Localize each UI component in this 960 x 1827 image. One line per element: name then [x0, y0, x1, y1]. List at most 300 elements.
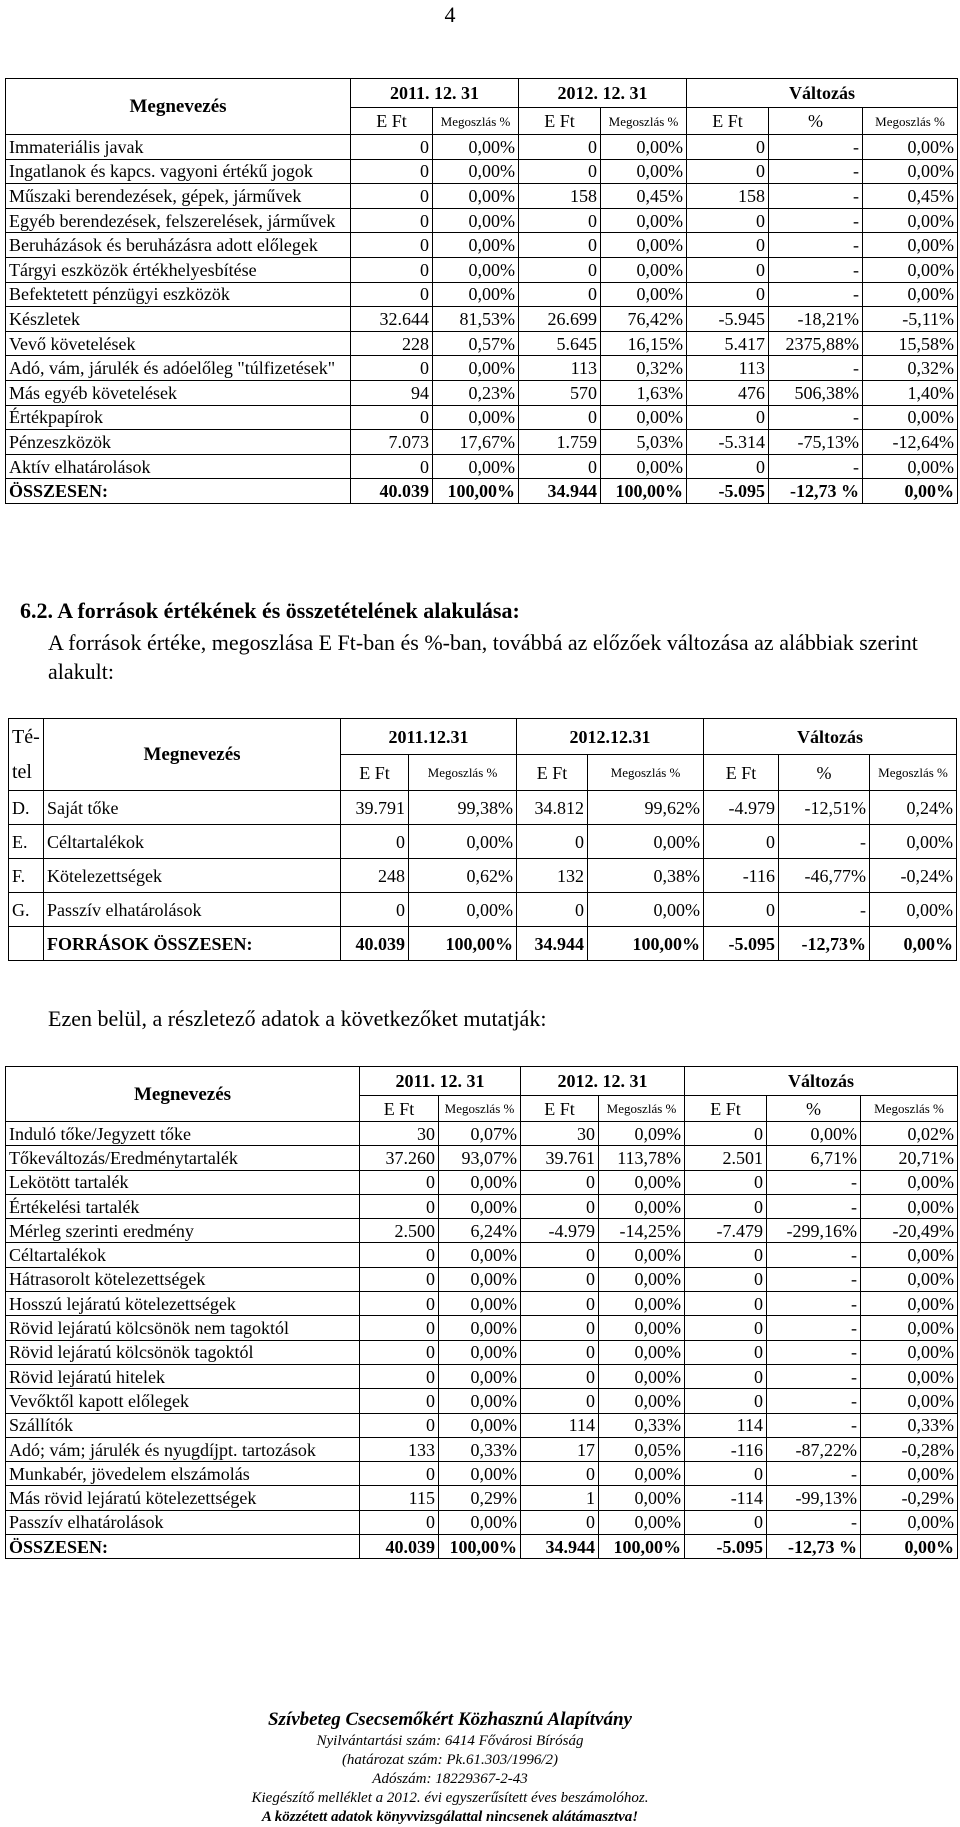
- table-cell: 0: [517, 825, 588, 859]
- page-number: 4: [444, 2, 456, 27]
- total-cell: 40.039: [341, 927, 409, 961]
- table-cell: 0: [360, 1510, 439, 1534]
- footer-decision: (határozat szám: Pk.61.303/1996/2): [341, 1752, 559, 1768]
- table-row: [6, 1389, 958, 1413]
- table-cell: 0,00%: [433, 257, 519, 282]
- table-row: [6, 1122, 958, 1146]
- header-share: Megoszlás %: [863, 108, 958, 135]
- footer-supplement: Kiegészítő melléklet a 2012. évi egyszerűsített éves beszámolóhoz.: [251, 1790, 649, 1806]
- table-cell: -20,49%: [861, 1219, 958, 1243]
- table-cell: 0,00%: [439, 1267, 521, 1291]
- table-cell: 6,24%: [439, 1219, 521, 1243]
- table-cell: -: [767, 1340, 861, 1364]
- header-share: Megoszlás %: [599, 1096, 685, 1122]
- table-row: [6, 1243, 958, 1267]
- table-cell: 0: [521, 1267, 599, 1291]
- header-2011: 2011. 12. 31: [360, 1067, 521, 1096]
- table-cell: 570: [519, 380, 601, 405]
- total-cell: 40.039: [360, 1535, 439, 1559]
- table-cell: 0: [687, 135, 769, 160]
- table-cell: 0,00%: [870, 893, 957, 927]
- table-cell: 0: [351, 184, 433, 209]
- table-cell: 0,00%: [863, 135, 958, 160]
- header-eft: E Ft: [341, 755, 409, 791]
- total-row: [6, 479, 958, 504]
- table-cell: 0: [521, 1340, 599, 1364]
- table-cell: Rövid lejáratú kölcsönök nem tagoktól: [6, 1316, 360, 1340]
- table-cell: 93,07%: [439, 1146, 521, 1170]
- table-cell: 0: [519, 405, 601, 430]
- table-row: [6, 1340, 958, 1364]
- table-cell: 1,63%: [601, 380, 687, 405]
- table-cell: Vevő követelések: [6, 331, 351, 356]
- table-cell: 0,00%: [433, 159, 519, 184]
- table-cell: 114: [521, 1413, 599, 1437]
- table-cell: -5.945: [687, 307, 769, 332]
- table-cell: 0: [519, 135, 601, 160]
- table-cell: Aktív elhatárolások: [6, 454, 351, 479]
- total-cell: 34.944: [517, 927, 588, 961]
- table-cell: Pénzeszközök: [6, 430, 351, 455]
- table-cell: 2375,88%: [769, 331, 863, 356]
- table-cell: 0,00%: [599, 1292, 685, 1316]
- table-row: [6, 184, 958, 209]
- table-cell: 0,00%: [861, 1292, 958, 1316]
- table-row: [6, 1267, 958, 1291]
- header-eft: E Ft: [519, 108, 601, 135]
- table-cell: 0: [360, 1462, 439, 1486]
- header-share: Megoszlás %: [588, 755, 704, 791]
- table-cell: 0: [519, 233, 601, 258]
- table-cell: 0: [687, 208, 769, 233]
- table-cell: 26.699: [519, 307, 601, 332]
- table-cell: 0,00%: [433, 208, 519, 233]
- header-change: Változás: [685, 1067, 958, 1096]
- table-cell: 0: [521, 1243, 599, 1267]
- table-cell: 0: [704, 893, 779, 927]
- table-cell: 0,00%: [861, 1267, 958, 1291]
- table-cell: 0: [519, 454, 601, 479]
- table-cell: 0,33%: [861, 1413, 958, 1437]
- table-cell: 0,00%: [601, 257, 687, 282]
- total-cell: 100,00%: [588, 927, 704, 961]
- table-cell: Készletek: [6, 307, 351, 332]
- table-cell: 0: [521, 1194, 599, 1218]
- table-cell: 133: [360, 1437, 439, 1461]
- table-cell: Tőkeváltozás/Eredménytartalék: [6, 1146, 360, 1170]
- table-cell: 0,00%: [439, 1243, 521, 1267]
- table-cell: 113,78%: [599, 1146, 685, 1170]
- total-cell: -12,73 %: [769, 479, 863, 504]
- table-cell: 0,00%: [861, 1510, 958, 1534]
- table-cell: 0: [341, 825, 409, 859]
- table-cell: 0,00%: [439, 1413, 521, 1437]
- table-cell: 0: [519, 208, 601, 233]
- table-cell: 158: [687, 184, 769, 209]
- table-cell: 0,00%: [599, 1389, 685, 1413]
- table-cell: 1.759: [519, 430, 601, 455]
- table-cell: 0: [687, 282, 769, 307]
- header-change: Változás: [687, 79, 958, 108]
- table-cell: Rövid lejáratú hitelek: [6, 1364, 360, 1388]
- header-eft: E Ft: [517, 755, 588, 791]
- table-cell: Más egyéb követelések: [6, 380, 351, 405]
- table-cell: 34.812: [517, 791, 588, 825]
- table-row: [6, 430, 958, 455]
- section-title: 6.2. A források értékének és összetételének alakulása:: [20, 598, 520, 623]
- table-cell: 0,00%: [599, 1340, 685, 1364]
- table-row: [6, 1194, 958, 1218]
- table-cell: -: [767, 1316, 861, 1340]
- table-cell: -7.479: [685, 1219, 767, 1243]
- table-cell: 0,02%: [861, 1122, 958, 1146]
- table-cell: 0,00%: [861, 1389, 958, 1413]
- table-cell: -: [769, 184, 863, 209]
- table-cell: 0,00%: [433, 135, 519, 160]
- sources-rows: [9, 791, 957, 961]
- table-row: [6, 1219, 958, 1243]
- table-cell: -: [767, 1364, 861, 1388]
- table-cell: 0,00%: [863, 159, 958, 184]
- table-cell: Hátrasorolt kötelezettségek: [6, 1267, 360, 1291]
- table-cell: 6,71%: [767, 1146, 861, 1170]
- table-cell: 30: [521, 1122, 599, 1146]
- table-cell: 0,00%: [433, 356, 519, 381]
- header-pct: %: [767, 1096, 861, 1122]
- table-cell: 0: [685, 1292, 767, 1316]
- table-cell: 0: [341, 893, 409, 927]
- table-cell: 158: [519, 184, 601, 209]
- table-cell: Műszaki berendezések, gépek, járművek: [6, 184, 351, 209]
- table-cell: 0: [360, 1243, 439, 1267]
- table-cell: Befektetett pénzügyi eszközök: [6, 282, 351, 307]
- table-cell: 0,00%: [861, 1340, 958, 1364]
- table-cell: 0,00%: [439, 1194, 521, 1218]
- table-cell: 0: [519, 282, 601, 307]
- total-cell: 100,00%: [601, 479, 687, 504]
- table-cell: 2.500: [360, 1219, 439, 1243]
- table-cell: 0,00%: [439, 1462, 521, 1486]
- total-cell: FORRÁSOK ÖSSZESEN:: [44, 927, 341, 961]
- table-cell: 506,38%: [769, 380, 863, 405]
- table-cell: -: [767, 1292, 861, 1316]
- table-cell: 39.761: [521, 1146, 599, 1170]
- table-cell: 113: [687, 356, 769, 381]
- header-eft: E Ft: [704, 755, 779, 791]
- table-cell: 0: [360, 1389, 439, 1413]
- table-row: [9, 791, 957, 825]
- table-cell: 0,00%: [863, 233, 958, 258]
- table-row: [6, 135, 958, 160]
- table-row: [6, 1292, 958, 1316]
- header-item-top: Té-: [9, 719, 44, 755]
- table-cell: 113: [519, 356, 601, 381]
- table-cell: -: [767, 1413, 861, 1437]
- header-name: Megnevezés: [44, 719, 341, 791]
- table-cell: -46,77%: [779, 859, 870, 893]
- table-cell: Induló tőke/Jegyzett tőke: [6, 1122, 360, 1146]
- table-cell: 39.791: [341, 791, 409, 825]
- table-cell: 0,00%: [433, 233, 519, 258]
- table-cell: 0: [360, 1413, 439, 1437]
- header-2011: 2011.12.31: [341, 719, 517, 755]
- table-cell: -: [769, 282, 863, 307]
- sources-table: [8, 718, 957, 961]
- table-cell: 0: [685, 1462, 767, 1486]
- header-eft: E Ft: [521, 1096, 599, 1122]
- table-cell: Adó, vám, járulék és adóelőleg "túlfizetések": [6, 356, 351, 381]
- table-row: [6, 405, 958, 430]
- total-cell: 40.039: [351, 479, 433, 504]
- table-cell: 0,00%: [433, 454, 519, 479]
- table-cell: 0: [351, 405, 433, 430]
- table-cell: 0,00%: [439, 1389, 521, 1413]
- table-cell: 0,00%: [439, 1510, 521, 1534]
- table-cell: 5.417: [687, 331, 769, 356]
- total-cell: 0,00%: [861, 1535, 958, 1559]
- table-cell: 0,00%: [863, 208, 958, 233]
- table-cell: 0,33%: [439, 1437, 521, 1461]
- table-cell: 0: [687, 159, 769, 184]
- table-cell: 132: [517, 859, 588, 893]
- table-cell: 228: [351, 331, 433, 356]
- assets-table: [5, 78, 958, 504]
- header-share: Megoszlás %: [861, 1096, 958, 1122]
- table-cell: 0,00%: [863, 257, 958, 282]
- header-share: Megoszlás %: [409, 755, 517, 791]
- header-item-bottom: tel: [9, 755, 44, 791]
- table-cell: 0,00%: [588, 825, 704, 859]
- table-row: [6, 380, 958, 405]
- table-row: [6, 1510, 958, 1534]
- table-cell: 0,62%: [409, 859, 517, 893]
- table-cell: 94: [351, 380, 433, 405]
- header-share: Megoszlás %: [601, 108, 687, 135]
- header-change: Változás: [704, 719, 957, 755]
- header-pct: %: [769, 108, 863, 135]
- table-cell: 0: [704, 825, 779, 859]
- table-cell: Hosszú lejáratú kötelezettségek: [6, 1292, 360, 1316]
- table-cell: 0: [517, 893, 588, 927]
- header-share: Megoszlás %: [870, 755, 957, 791]
- table-cell: -: [769, 257, 863, 282]
- table-cell: Passzív elhatárolások: [44, 893, 341, 927]
- table-cell: 0: [687, 257, 769, 282]
- table-cell: -116: [704, 859, 779, 893]
- header-name: Megnevezés: [6, 79, 351, 135]
- table-cell: 0,45%: [863, 184, 958, 209]
- header-2012: 2012. 12. 31: [521, 1067, 685, 1096]
- table-cell: -: [767, 1462, 861, 1486]
- table-cell: Mérleg szerinti eredmény: [6, 1219, 360, 1243]
- table-cell: Beruházások és beruházásra adott előlegek: [6, 233, 351, 258]
- table-cell: 5,03%: [601, 430, 687, 455]
- footer-tax-number: Adószám: 18229367-2-43: [372, 1771, 528, 1787]
- table-cell: 0: [685, 1510, 767, 1534]
- table-cell: 0: [685, 1316, 767, 1340]
- table-cell: 0: [685, 1364, 767, 1388]
- table-cell: 0,00%: [601, 208, 687, 233]
- detail-table: [5, 1066, 958, 1559]
- table-cell: 16,15%: [601, 331, 687, 356]
- table-row: [6, 454, 958, 479]
- header-share: Megoszlás %: [439, 1096, 521, 1122]
- total-cell: ÖSSZESEN:: [6, 1535, 360, 1559]
- table-cell: 0: [687, 454, 769, 479]
- table-cell: -: [779, 825, 870, 859]
- table-row: [6, 307, 958, 332]
- table-cell: 0: [360, 1170, 439, 1194]
- table-cell: 0,00%: [439, 1364, 521, 1388]
- table-cell: 15,58%: [863, 331, 958, 356]
- table-cell: 0,00%: [433, 405, 519, 430]
- table-cell: 0: [521, 1510, 599, 1534]
- total-cell: -12,73 %: [767, 1535, 861, 1559]
- table-cell: -12,51%: [779, 791, 870, 825]
- table-cell: 0,00%: [439, 1340, 521, 1364]
- header-share: Megoszlás %: [433, 108, 519, 135]
- table-row: [6, 1170, 958, 1194]
- table-cell: 20,71%: [861, 1146, 958, 1170]
- table-cell: 0: [521, 1389, 599, 1413]
- header-2012: 2012.12.31: [517, 719, 704, 755]
- table-cell: 30: [360, 1122, 439, 1146]
- table-row: [6, 257, 958, 282]
- table-cell: -: [769, 356, 863, 381]
- total-cell: 34.944: [521, 1535, 599, 1559]
- total-cell: -5.095: [685, 1535, 767, 1559]
- table-cell: 0: [687, 233, 769, 258]
- table-cell: 0,00%: [863, 405, 958, 430]
- table-cell: -0,24%: [870, 859, 957, 893]
- table-cell: 0: [360, 1267, 439, 1291]
- header-eft: E Ft: [360, 1096, 439, 1122]
- total-cell: 100,00%: [599, 1535, 685, 1559]
- table-row: [6, 159, 958, 184]
- table-cell: 1,40%: [863, 380, 958, 405]
- table-cell: Értékelési tartalék: [6, 1194, 360, 1218]
- table-cell: 0: [685, 1243, 767, 1267]
- table-row: [6, 331, 958, 356]
- table-cell: -75,13%: [769, 430, 863, 455]
- table-cell: 0,00%: [409, 825, 517, 859]
- table-cell: 7.073: [351, 430, 433, 455]
- subtitle: Ezen belül, a részletező adatok a következőket mutatják:: [48, 1006, 547, 1031]
- total-cell: 100,00%: [409, 927, 517, 961]
- table-cell: 0: [521, 1316, 599, 1340]
- table-cell: Vevőktől kapott előlegek: [6, 1389, 360, 1413]
- table-cell: E.: [9, 825, 44, 859]
- table-cell: 32.644: [351, 307, 433, 332]
- table-cell: 81,53%: [433, 307, 519, 332]
- table-row: [6, 1364, 958, 1388]
- table-cell: 114: [685, 1413, 767, 1437]
- table-cell: 0: [351, 159, 433, 184]
- table-cell: 0: [351, 454, 433, 479]
- table-cell: -5.314: [687, 430, 769, 455]
- table-cell: Céltartalékok: [44, 825, 341, 859]
- table-cell: -299,16%: [767, 1219, 861, 1243]
- total-cell: 34.944: [519, 479, 601, 504]
- table-cell: 0,23%: [433, 380, 519, 405]
- table-cell: 0,29%: [439, 1486, 521, 1510]
- table-cell: 0,09%: [599, 1122, 685, 1146]
- total-cell: 100,00%: [439, 1535, 521, 1559]
- table-row: [6, 1316, 958, 1340]
- table-cell: 0,00%: [767, 1122, 861, 1146]
- table-cell: 0,00%: [601, 233, 687, 258]
- table-cell: -87,22%: [767, 1437, 861, 1461]
- table-cell: 248: [341, 859, 409, 893]
- table-cell: 0: [360, 1194, 439, 1218]
- table-cell: 0,00%: [599, 1486, 685, 1510]
- total-cell: 100,00%: [433, 479, 519, 504]
- header-2012: 2012. 12. 31: [519, 79, 687, 108]
- table-cell: -12,64%: [863, 430, 958, 455]
- assets-rows: [6, 135, 958, 504]
- table-cell: -0,29%: [861, 1486, 958, 1510]
- table-cell: 2.501: [685, 1146, 767, 1170]
- table-cell: 0,00%: [599, 1267, 685, 1291]
- table-cell: 115: [360, 1486, 439, 1510]
- table-row: [9, 825, 957, 859]
- total-cell: ÖSSZESEN:: [6, 479, 351, 504]
- table-cell: -: [769, 454, 863, 479]
- table-cell: 0,00%: [861, 1194, 958, 1218]
- table-cell: -4.979: [704, 791, 779, 825]
- table-cell: 0: [685, 1340, 767, 1364]
- table-cell: 0,00%: [861, 1462, 958, 1486]
- table-cell: -: [769, 405, 863, 430]
- table-cell: -18,21%: [769, 307, 863, 332]
- table-cell: Ingatlanok és kapcs. vagyoni értékű jogok: [6, 159, 351, 184]
- table-cell: 0,00%: [601, 159, 687, 184]
- total-row: [9, 927, 957, 961]
- table-cell: 0,00%: [599, 1170, 685, 1194]
- table-cell: 0: [521, 1170, 599, 1194]
- total-row: [6, 1535, 958, 1559]
- table-row: [6, 1437, 958, 1461]
- table-cell: 0,00%: [861, 1364, 958, 1388]
- table-cell: 0: [687, 405, 769, 430]
- table-cell: 0,05%: [599, 1437, 685, 1461]
- table-row: [6, 356, 958, 381]
- table-cell: Más rövid lejáratú kötelezettségek: [6, 1486, 360, 1510]
- table-cell: 0,45%: [601, 184, 687, 209]
- table-cell: 0: [519, 159, 601, 184]
- table-cell: 0,57%: [433, 331, 519, 356]
- table-cell: -5,11%: [863, 307, 958, 332]
- table-cell: 0: [519, 257, 601, 282]
- table-cell: 17: [521, 1437, 599, 1461]
- header-eft: E Ft: [685, 1096, 767, 1122]
- table-cell: 0,00%: [599, 1243, 685, 1267]
- table-row: [6, 1462, 958, 1486]
- footer-disclaimer: A közzétett adatok könyvvizsgálattal nincsenek alátámasztva!: [261, 1809, 639, 1825]
- table-cell: 0: [351, 233, 433, 258]
- table-cell: 476: [687, 380, 769, 405]
- table-row: [6, 1413, 958, 1437]
- table-cell: 0,00%: [599, 1510, 685, 1534]
- table-cell: 0: [351, 257, 433, 282]
- table-cell: 0,32%: [863, 356, 958, 381]
- total-cell: -5.095: [687, 479, 769, 504]
- section-text: A források értéke, megoszlása E Ft-ban és %-ban, továbbá az előzőek változása az alábbiak szerint alakult:: [48, 630, 918, 684]
- table-cell: Saját tőke: [44, 791, 341, 825]
- table-row: [6, 282, 958, 307]
- table-cell: 1: [521, 1486, 599, 1510]
- header-eft: E Ft: [687, 108, 769, 135]
